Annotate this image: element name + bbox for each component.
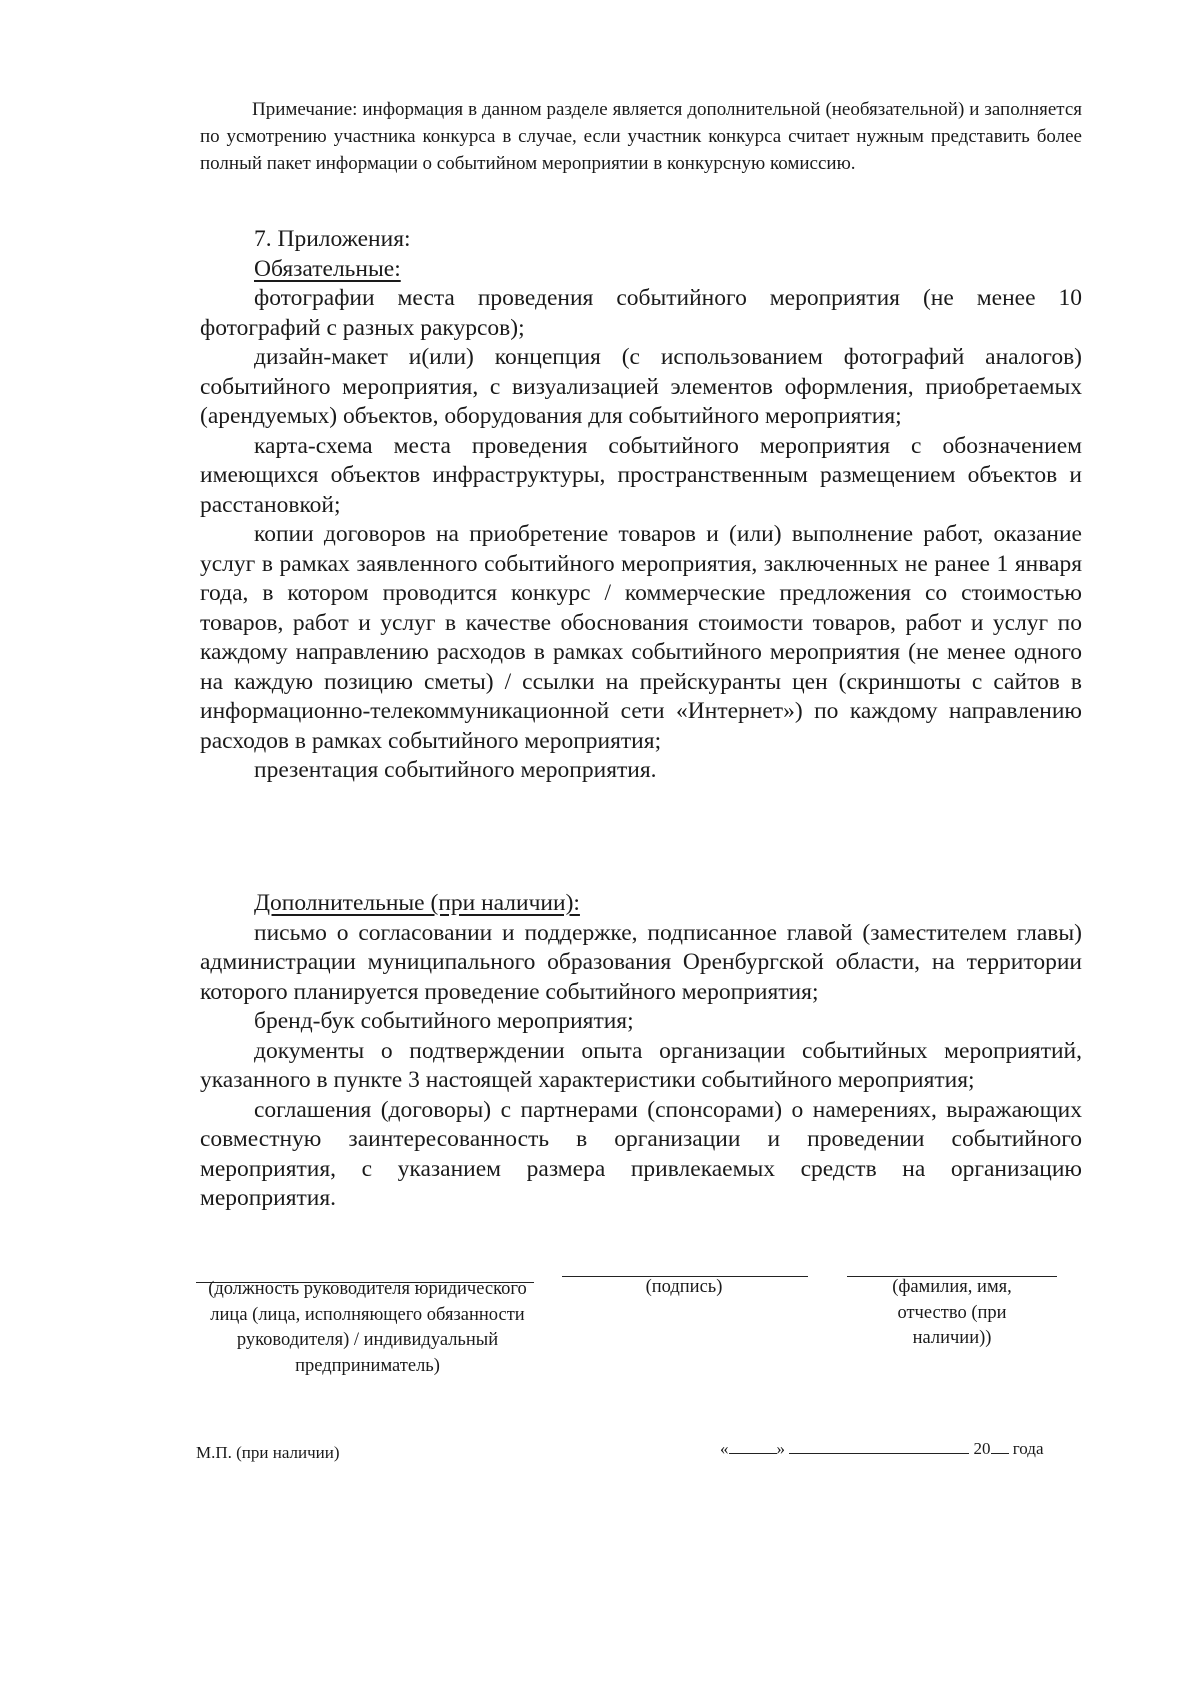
required-item: фотографии места проведения событийного мероприятия (не менее 10 фотографий с разных ракурсов); [200, 285, 1082, 341]
attachments-heading: 7. Приложения: [254, 226, 411, 252]
name-caption: (фамилия, имя, отчество (при наличии)) [892, 1277, 1012, 1348]
required-item: копии договоров на приобретение товаров и (или) выполнение работ, оказание услуг в рамках заявленного событийного мероприятия, заключенных не ранее 1 января года, в котором проводится конкурс / коммерческие предложения со стоимостью товаров, работ и услуг в качестве обоснования стоимости товаров, работ и услуг по каждому направлению расходов в рамках событийного мероприятия (не менее одного на каждую позицию сметы) / ссылки на прейскуранты цен (скриншоты с сайтов в информационно-телекоммуникационной сети «Интернет») по каждому направлению расходов в рамках событийного мероприятия; [200, 521, 1082, 754]
attachments-section [200, 225, 1082, 786]
optional-section [200, 889, 1082, 1214]
stamp-label: М.П. (при наличии) [196, 1443, 340, 1462]
position-caption: (должность руководителя юридического лица (лица, исполняющего обязанности руководителя) / индивидуальный предприниматель) [208, 1279, 527, 1376]
optional-item: соглашения (договоры) с партнерами (спонсорами) о намерениях, выражающих совместную заинтересованность в организации и проведении событийного мероприятия, с указанием размера привлекаемых средств на организацию мероприятия. [200, 1096, 1082, 1211]
required-item: карта-схема места проведения событийного мероприятия с обозначением имеющихся объектов инфраструктуры, пространственным размещением объектов и расстановкой; [200, 432, 1082, 518]
date-line [720, 1439, 1044, 1459]
required-heading-text: Обязательные: [254, 255, 401, 282]
year-prefix: 20 [973, 1439, 991, 1458]
day-blank [729, 1439, 777, 1454]
optional-item: документы о подтверждении опыта организации событийных мероприятий, указанного в пункте 3 настоящей характеристики событийного мероприятия; [200, 1037, 1082, 1093]
quote-close: » [776, 1439, 785, 1458]
required-item: дизайн-макет и(или) концепция (с использованием фотографий аналогов) событийного мероприятия, с визуализацией элементов оформления, приобретаемых (арендуемых) объектов, оборудования для событийного мероприятия; [200, 344, 1082, 429]
optional-item: бренд-бук событийного мероприятия; [254, 1008, 634, 1034]
note-block [200, 96, 1082, 177]
optional-heading-text: Дополнительные (при наличии): [254, 890, 580, 916]
year-blank [991, 1439, 1009, 1454]
month-blank [789, 1439, 969, 1454]
optional-item: письмо о согласовании и поддержке, подписанное главой (заместителем главы) администрации муниципального образования Оренбургской области, на территории которого планируется проведение событийного мероприятия; [200, 919, 1082, 1005]
optional-heading [200, 889, 1082, 919]
note-text: Примечание: информация в данном разделе является дополнительной (необязательной) и заполняется по усмотрению участника конкурса в случае, если участник конкурса считает нужным представить более полный пакет информации о событийном мероприятии в конкурсную комиссию. [200, 99, 1082, 174]
quote-open: « [720, 1439, 729, 1458]
year-suffix: года [1012, 1439, 1044, 1458]
required-heading [200, 255, 1082, 285]
required-item: презентация событийного мероприятия. [254, 757, 657, 783]
signature-caption: (подпись) [645, 1277, 723, 1297]
